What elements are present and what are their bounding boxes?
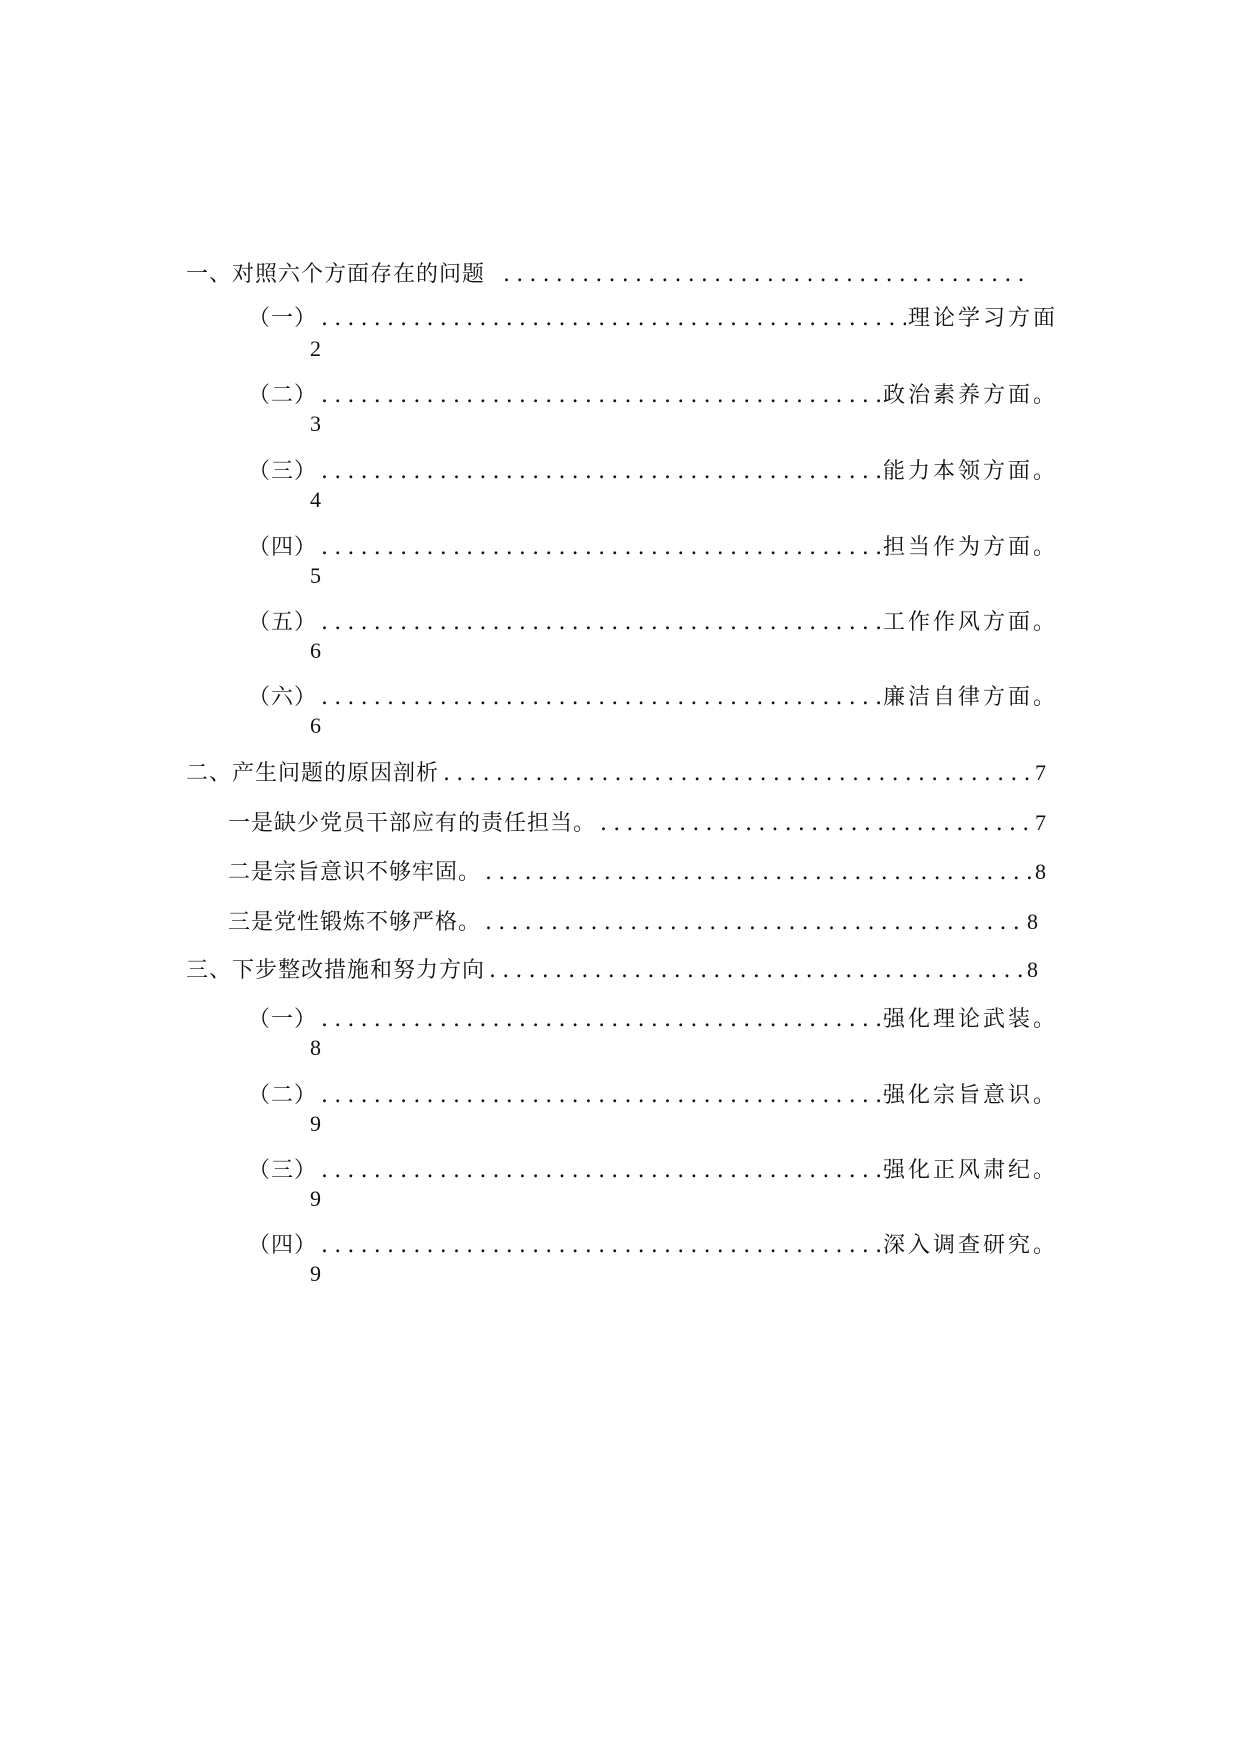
- toc-section-label: 一、对照六个方面存在的问题: [186, 262, 486, 287]
- toc-item-page: 8: [1035, 859, 1046, 884]
- toc-item-title: 能力本领方面。: [882, 459, 1058, 484]
- toc-item-title: 三是党性锻炼不够严格。: [228, 910, 482, 935]
- toc-item: [248, 610, 1058, 636]
- toc-item-page: 4: [310, 487, 321, 512]
- toc-item-title: 强化正风肃纪。: [882, 1158, 1058, 1183]
- toc-leader-dots: [321, 535, 881, 561]
- toc-item-number: （四）: [248, 1233, 318, 1258]
- toc-item: [248, 1007, 1058, 1033]
- toc-item-page: 8: [1027, 909, 1038, 934]
- toc-leader-dots: [485, 860, 1033, 886]
- toc-item-number: （二）: [248, 383, 318, 408]
- toc-item: [248, 1158, 1058, 1184]
- toc-leader-dots: [321, 459, 881, 485]
- toc-item-page: 9: [310, 1261, 321, 1286]
- toc-section-3: [186, 957, 1038, 984]
- toc-item-title: 政治素养方面。: [882, 383, 1058, 408]
- toc-leader-dots: [321, 1158, 881, 1184]
- toc-item-title: 工作作风方面。: [882, 610, 1058, 635]
- toc-item-number: （三）: [248, 459, 318, 484]
- toc-item-page: 7: [1035, 810, 1046, 835]
- toc-item-page: 6: [310, 638, 321, 663]
- toc-leader-dots: [321, 1007, 881, 1033]
- toc-section-label: 二、产生问题的原因剖析: [186, 761, 440, 786]
- toc-leader-dots: [443, 761, 1033, 787]
- toc-item: [248, 1233, 1058, 1259]
- toc-item-title: 强化理论武装。: [882, 1007, 1058, 1032]
- toc-item-number: （四）: [248, 535, 318, 560]
- toc-item-title: 担当作为方面。: [882, 535, 1058, 560]
- toc-item-page: 8: [310, 1035, 321, 1060]
- toc-leader-dots: [485, 910, 1025, 936]
- toc-item: [248, 306, 1058, 332]
- toc-item: [248, 383, 1058, 409]
- toc-item: [248, 535, 1058, 561]
- toc-item: [248, 1083, 1058, 1109]
- toc-item-page: 9: [310, 1111, 321, 1136]
- toc-item: [248, 685, 1058, 711]
- toc-leader-dots: [321, 1233, 881, 1259]
- toc-leader-dots: [321, 685, 881, 711]
- toc-item-number: （五）: [248, 610, 318, 635]
- toc-section-2: [186, 760, 1046, 787]
- toc-leader-dots: [321, 306, 906, 332]
- toc-section-page: 7: [1035, 760, 1046, 785]
- toc-leader-dots: [321, 1083, 881, 1109]
- toc-leader-dots: [489, 958, 1025, 984]
- toc-item-number: （一）: [248, 306, 318, 331]
- toc-section-1: [186, 262, 1026, 288]
- toc-item: [228, 859, 1046, 886]
- toc-leader-dots: [600, 811, 1033, 837]
- toc-item-title: 理论学习方面: [907, 306, 1058, 331]
- toc-item-page: 2: [310, 336, 321, 361]
- toc-item-title: 廉洁自律方面。: [882, 685, 1058, 710]
- toc-item: [228, 810, 1046, 837]
- toc-item-number: （六）: [248, 685, 318, 710]
- toc-item-page: 5: [310, 563, 321, 588]
- toc-section-page: 8: [1027, 957, 1038, 982]
- toc-item-title: 深入调查研究。: [882, 1233, 1058, 1258]
- toc-item: [248, 459, 1058, 485]
- toc-item-number: （一）: [248, 1007, 318, 1032]
- toc-item-number: （三）: [248, 1158, 318, 1183]
- toc-item: [228, 909, 1038, 936]
- toc-item-title: 二是宗旨意识不够牢固。: [228, 860, 482, 885]
- toc-leader-dots: [503, 262, 1024, 288]
- toc-item-page: 9: [310, 1186, 321, 1211]
- toc-item-page: 6: [310, 713, 321, 738]
- toc-leader-dots: [321, 610, 881, 636]
- toc-leader-dots: [321, 383, 881, 409]
- toc-item-title: 强化宗旨意识。: [882, 1083, 1058, 1108]
- toc-item-page: 3: [310, 411, 321, 436]
- toc-item-number: （二）: [248, 1083, 318, 1108]
- toc-section-label: 三、下步整改措施和努力方向: [186, 958, 486, 983]
- toc-item-title: 一是缺少党员干部应有的责任担当。: [228, 811, 597, 836]
